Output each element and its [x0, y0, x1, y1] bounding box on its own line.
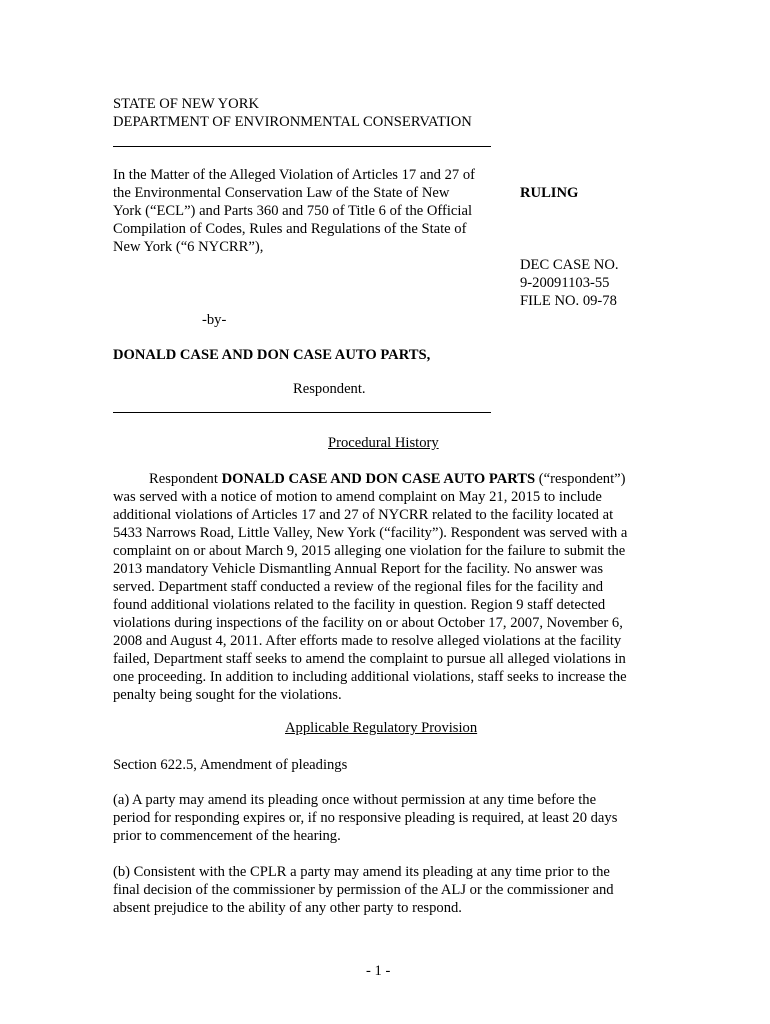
- body-line: was served with a notice of motion to amend complaint on May 21, 2015 to include: [113, 489, 602, 505]
- body-line: 2013 mandatory Vehicle Dismantling Annual Report for the facility. No answer was: [113, 561, 603, 577]
- paragraph-b-line: final decision of the commissioner by permission of the ALJ or the commissioner and: [113, 882, 614, 898]
- body-line: one proceeding. In addition to including additional violations, staff seeks to increase the: [113, 669, 627, 685]
- body-line: [149, 470, 626, 488]
- matter-line: New York (“6 NYCRR”),: [113, 239, 264, 255]
- body-text: Respondent: [149, 471, 222, 487]
- body-line: violations during inspections of the facility on or about October 17, 2007, November 6,: [113, 615, 623, 631]
- body-line: penalty being sought for the violations.: [113, 687, 342, 703]
- caption-top-rule: [113, 146, 491, 147]
- respondent-label: Respondent.: [293, 381, 366, 397]
- body-line: complaint on or about March 9, 2015 alleging one violation for the failure to submit the: [113, 543, 626, 559]
- paragraph-a-line: period for responding expires or, if no responsive pleading is required, at least 20 days: [113, 810, 618, 826]
- paragraph-a-line: (a) A party may amend its pleading once without permission at any time before the: [113, 792, 597, 808]
- matter-line: York (“ECL”) and Parts 360 and 750 of Title 6 of the Official: [113, 203, 472, 219]
- respondent-name-inline: DONALD CASE AND DON CASE AUTO PARTS: [221, 471, 536, 487]
- procedural-history-heading: Procedural History: [328, 435, 439, 451]
- page-number: - 1 -: [366, 963, 391, 979]
- paragraph-b-line: absent prejudice to the ability of any other party to respond.: [113, 900, 462, 916]
- body-line: 2008 and August 4, 2011. After efforts made to resolve alleged violations at the facility: [113, 633, 622, 649]
- body-line: 5433 Narrows Road, Little Valley, New York (“facility”). Respondent was served with a: [113, 525, 628, 541]
- ruling-title: RULING: [520, 185, 579, 201]
- body-line: served. Department staff conducted a review of the regional files for the facility and: [113, 579, 604, 595]
- paragraph-b-line: (b) Consistent with the CPLR a party may amend its pleading at any time prior to the: [113, 864, 610, 880]
- matter-line: In the Matter of the Alleged Violation of Articles 17 and 27 of: [113, 167, 475, 183]
- matter-line: Compilation of Codes, Rules and Regulations of the State of: [113, 221, 467, 237]
- body-line: found additional violations related to the facility in question. Region 9 staff detected: [113, 597, 606, 613]
- respondent-name: DONALD CASE AND DON CASE AUTO PARTS,: [113, 347, 431, 363]
- dec-case-number: 9-20091103-55: [520, 275, 610, 291]
- paragraph-a-line: prior to commencement of the hearing.: [113, 828, 341, 844]
- body-text: (“respondent”): [535, 471, 626, 487]
- matter-line: the Environmental Conservation Law of the State of New: [113, 185, 450, 201]
- agency-state: STATE OF NEW YORK: [113, 96, 259, 112]
- caption-bottom-rule: [113, 412, 491, 413]
- by-label: -by-: [202, 312, 227, 328]
- section-title: Section 622.5, Amendment of pleadings: [113, 757, 348, 773]
- body-line: additional violations of Articles 17 and 27 of NYCRR related to the facility located at: [113, 507, 614, 523]
- body-line: failed, Department staff seeks to amend the complaint to pursue all alleged violations in: [113, 651, 626, 667]
- dec-case-label: DEC CASE NO.: [520, 257, 619, 273]
- file-number: FILE NO. 09-78: [520, 293, 617, 309]
- regulatory-heading: Applicable Regulatory Provision: [285, 720, 478, 736]
- agency-department: DEPARTMENT OF ENVIRONMENTAL CONSERVATION: [113, 114, 472, 130]
